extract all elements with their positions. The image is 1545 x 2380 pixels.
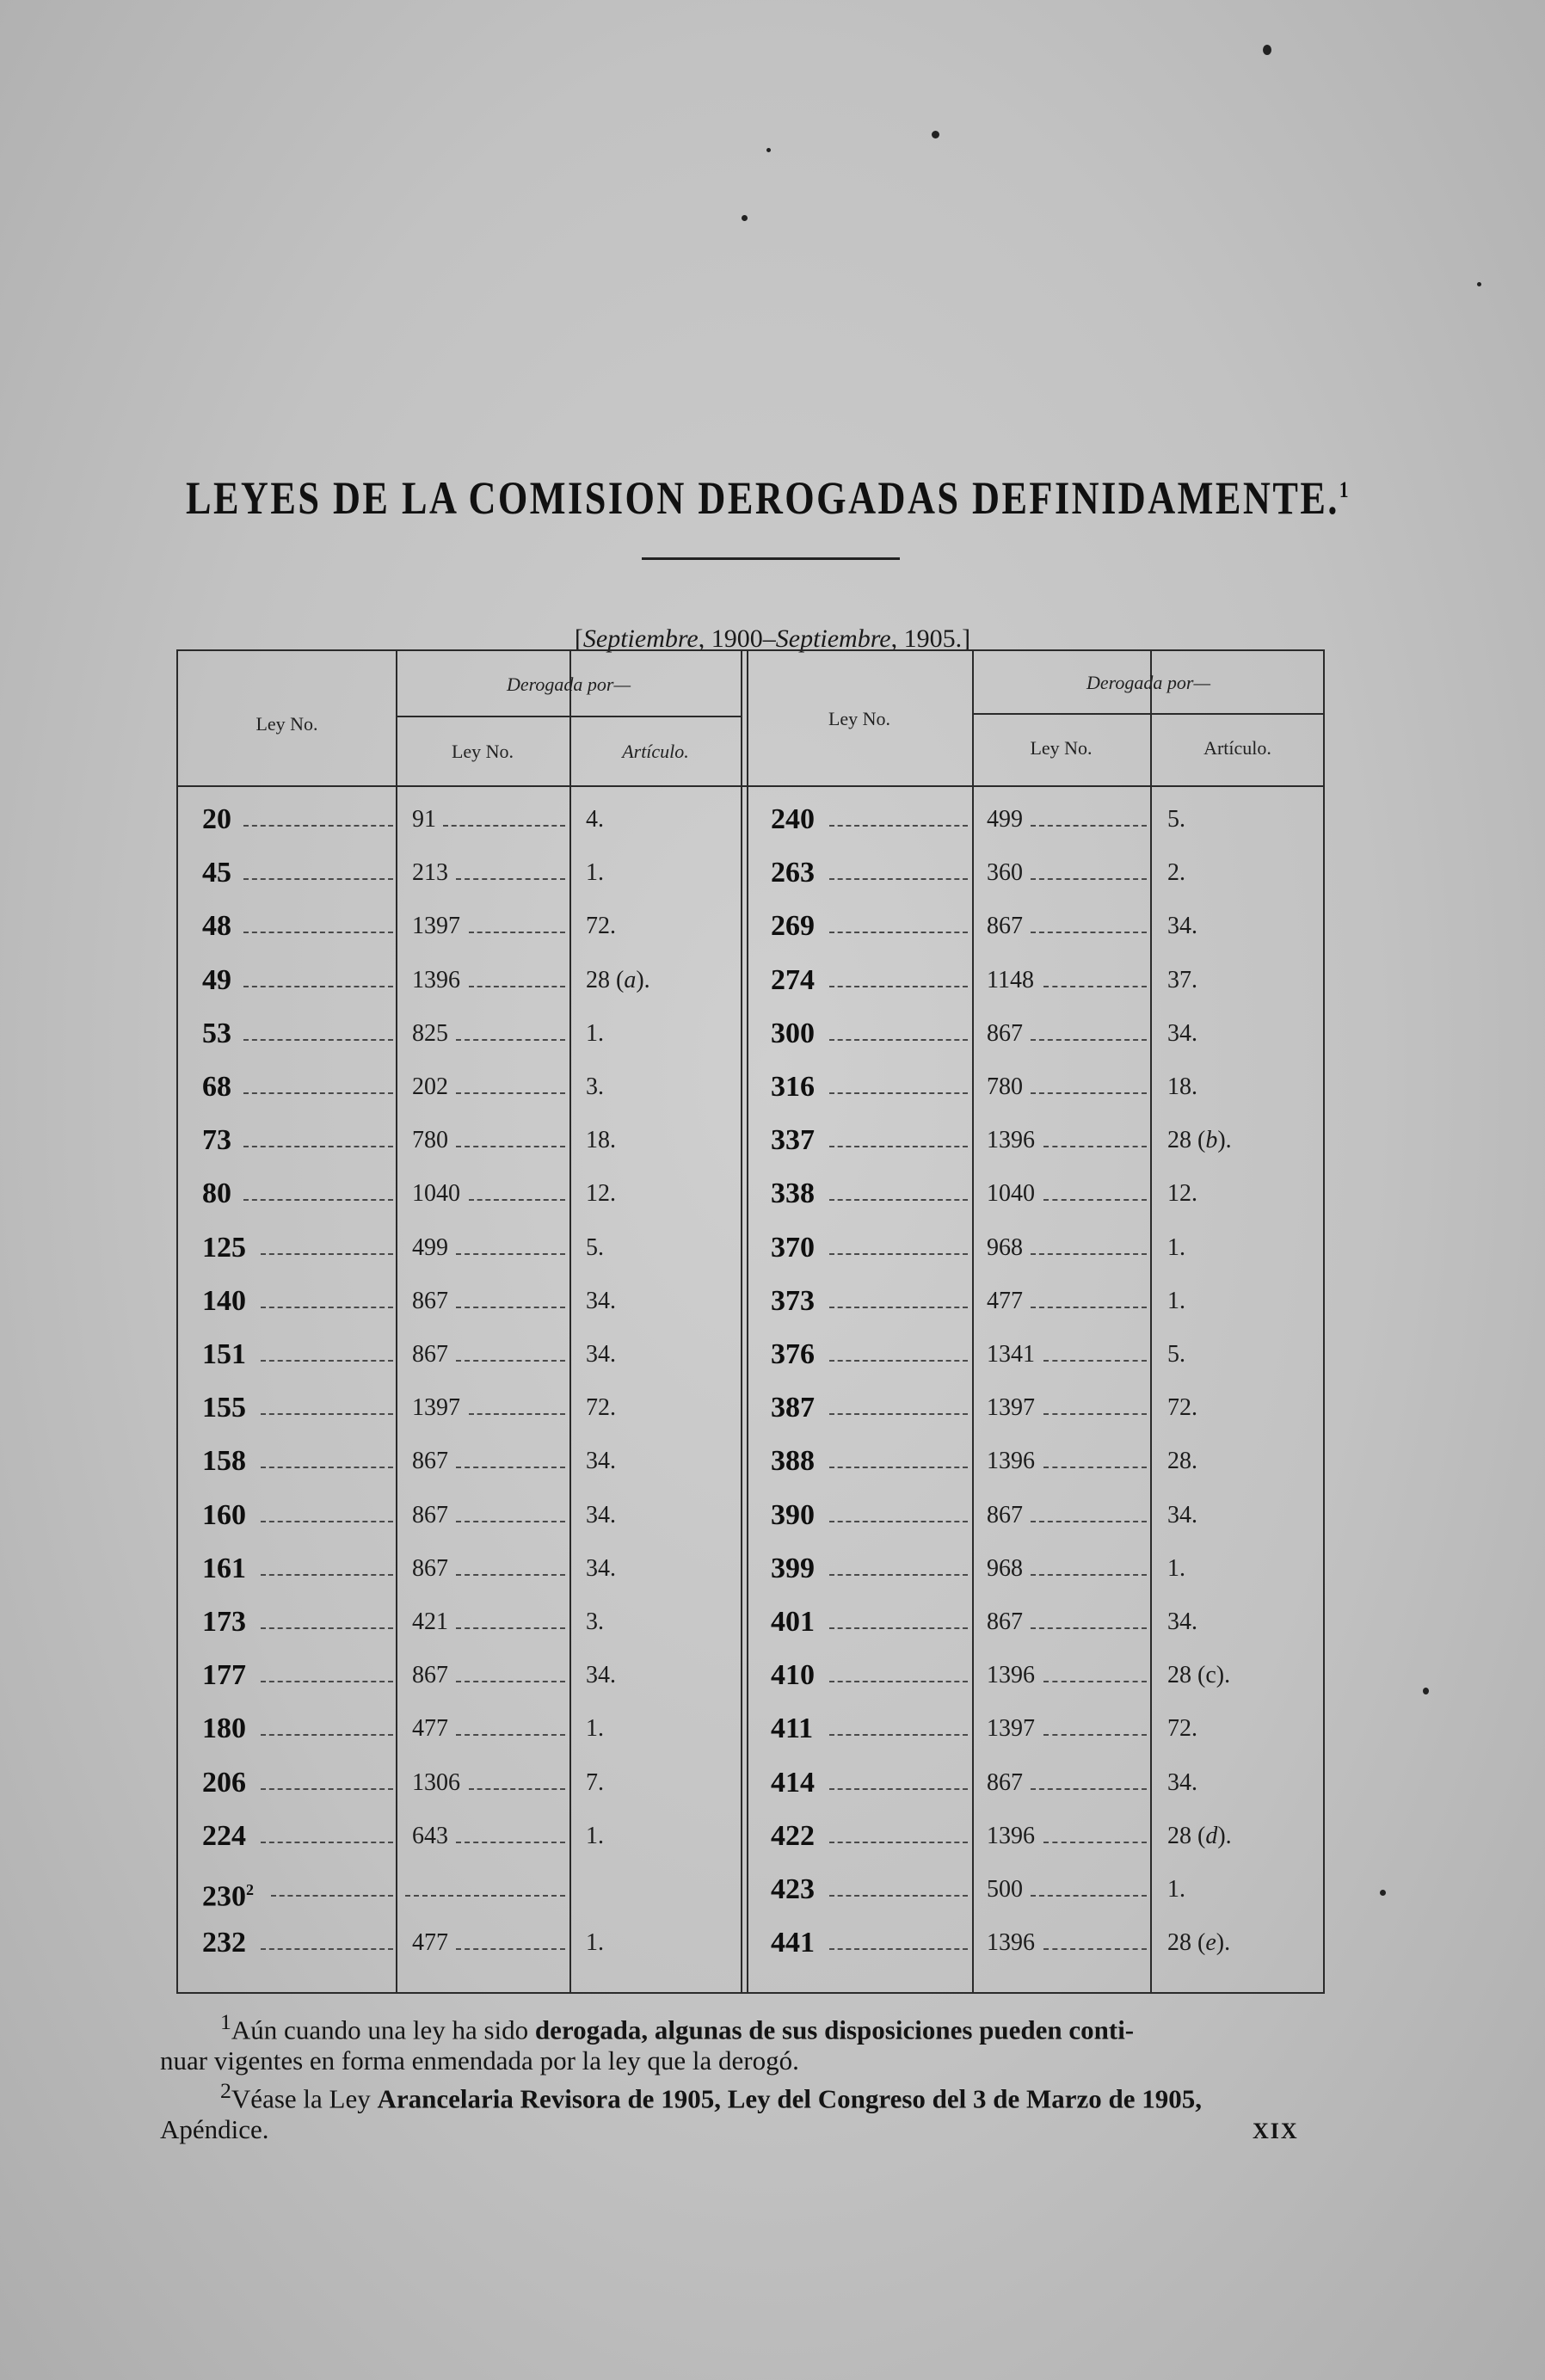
ley-number: 49 (202, 963, 231, 996)
table-row (178, 1435, 1326, 1488)
derogada-por-ley: 1397 (412, 913, 460, 940)
articulo: 28 (a). (586, 966, 650, 993)
dot-leader (829, 1681, 968, 1682)
derogada-por-ley: 1341 (987, 1341, 1035, 1368)
derogada-por-ley: 499 (412, 1233, 448, 1261)
header-rule (972, 713, 1325, 715)
articulo: 72. (586, 913, 616, 940)
articulo: 1. (586, 859, 604, 887)
derogada-por-ley: 780 (987, 1073, 1023, 1100)
ley-number: 370 (771, 1231, 815, 1264)
table-row (178, 954, 1326, 1007)
table-row (178, 1542, 1326, 1596)
articulo: 1. (586, 1929, 604, 1957)
articulo: 1. (1167, 1233, 1185, 1261)
dot-leader (1031, 878, 1147, 880)
derogada-por-ley: 825 (412, 1019, 448, 1047)
table-row (178, 1275, 1326, 1328)
dot-leader (829, 1521, 968, 1522)
articulo: 4. (586, 806, 604, 833)
dot-leader (1043, 1199, 1147, 1201)
ley-number: 441 (771, 1927, 815, 1959)
articulo: 5. (1167, 1341, 1185, 1368)
dot-leader (1043, 1467, 1147, 1468)
table-row (178, 1756, 1326, 1810)
footnote-1: $^1$Aún cuando una ley ha sido derogada, algunas de sus disposiciones pueden conti- nuar vigentes en forma enmendada por la ley que la derogó. (160, 2009, 1135, 2076)
ley-number: 140 (202, 1284, 246, 1317)
dot-leader (829, 1842, 968, 1843)
table-row (178, 1007, 1326, 1061)
scan-speck (1263, 45, 1271, 55)
table-row (178, 1863, 1326, 1916)
dot-leader (829, 1199, 968, 1201)
ley-number: 180 (202, 1713, 246, 1745)
derogada-por-ley: 477 (412, 1715, 448, 1743)
ley-number: 274 (771, 963, 815, 996)
header-ley-no-right: Ley No. (828, 708, 891, 729)
derogada-por-ley: 867 (412, 1341, 448, 1368)
articulo: 1. (586, 1019, 604, 1047)
ley-number: 48 (202, 910, 231, 943)
articulo: 34. (586, 1287, 616, 1314)
header-sub-ley-no-left: Ley No. (451, 741, 514, 762)
dot-leader (1031, 825, 1147, 827)
derogada-por-ley: 1397 (987, 1394, 1035, 1422)
articulo: 34. (1167, 1019, 1197, 1047)
articulo: 72. (1167, 1394, 1197, 1422)
dot-leader (1043, 1948, 1147, 1950)
dot-leader (1043, 1360, 1147, 1362)
articulo: 1. (586, 1822, 604, 1849)
table-row (178, 1221, 1326, 1275)
ley-number: 410 (771, 1659, 815, 1692)
ley-number: 240 (771, 803, 815, 835)
derogada-por-ley: 867 (412, 1501, 448, 1528)
table-row (178, 1061, 1326, 1114)
ley-number: 399 (771, 1552, 815, 1584)
articulo: 18. (586, 1127, 616, 1154)
derogada-por-ley: 1396 (987, 1929, 1035, 1957)
ley-number: 80 (202, 1178, 231, 1210)
derogada-por-ley: 1396 (987, 1822, 1035, 1849)
articulo: 3. (586, 1608, 604, 1635)
articulo: 34. (586, 1662, 616, 1689)
articulo: 34. (586, 1341, 616, 1368)
scan-speck (932, 131, 939, 138)
dot-leader (1031, 1092, 1147, 1094)
ley-number: 390 (771, 1498, 815, 1531)
table-row (178, 1381, 1326, 1435)
articulo: 1. (1167, 1287, 1185, 1314)
articulo: 5. (1167, 806, 1185, 833)
ley-number: 160 (202, 1498, 246, 1531)
scan-speck (1380, 1890, 1386, 1896)
ley-number: 20 (202, 803, 231, 835)
derogada-por-ley: 1306 (412, 1768, 460, 1796)
ley-number: 388 (771, 1445, 815, 1478)
dot-leader (1031, 1039, 1147, 1041)
dot-leader (1043, 1681, 1147, 1682)
articulo: 1. (586, 1715, 604, 1743)
ley-number: 300 (771, 1017, 815, 1049)
articulo: 18. (1167, 1073, 1197, 1100)
table-row (178, 1489, 1326, 1542)
scan-speck (742, 215, 748, 221)
page-number: XIX (1253, 2119, 1299, 2143)
dot-leader (829, 825, 968, 827)
articulo: 7. (586, 1768, 604, 1796)
derogada-por-ley: 643 (412, 1822, 448, 1849)
articulo: 72. (1167, 1715, 1197, 1743)
articulo: 28. (1167, 1448, 1197, 1475)
derogada-por-ley: 500 (987, 1876, 1023, 1903)
dot-leader (1043, 1413, 1147, 1415)
ley-number: 224 (202, 1819, 246, 1852)
derogada-por-ley: 1396 (412, 966, 460, 993)
title-rule (642, 557, 900, 560)
table-row (178, 1596, 1326, 1649)
ley-number: 206 (202, 1766, 246, 1799)
derogada-por-ley: 867 (412, 1554, 448, 1582)
derogada-por-ley: 867 (987, 913, 1023, 940)
articulo: 5. (586, 1233, 604, 1261)
articulo: 34. (1167, 1768, 1197, 1796)
ley-number: 125 (202, 1231, 246, 1264)
dot-leader (829, 1895, 968, 1897)
derogada-por-ley: 1040 (412, 1180, 460, 1208)
dot-leader (829, 878, 968, 880)
table-row (178, 1649, 1326, 1702)
table-row (178, 1702, 1326, 1756)
dot-leader (829, 1734, 968, 1736)
table-row (178, 793, 1326, 846)
derogada-por-ley: 477 (987, 1287, 1023, 1314)
articulo: 34. (1167, 1608, 1197, 1635)
dot-leader (1043, 1734, 1147, 1736)
dot-leader (1031, 1895, 1147, 1897)
header-rule (178, 785, 1325, 787)
articulo: 34. (586, 1448, 616, 1475)
dot-leader (829, 1360, 968, 1362)
ley-number: 45 (202, 857, 231, 889)
derogada-por-ley: 867 (412, 1662, 448, 1689)
ley-number: 373 (771, 1284, 815, 1317)
dot-leader (1031, 1253, 1147, 1255)
ley-number: 414 (771, 1766, 815, 1799)
dot-leader (829, 986, 968, 987)
articulo: 72. (586, 1394, 616, 1422)
dot-leader (1043, 986, 1147, 987)
derogada-por-ley: 867 (987, 1768, 1023, 1796)
date-range-subtitle: [Septiembre, 1900–Septiembre, 1905.] (574, 624, 971, 653)
articulo: 1. (1167, 1876, 1185, 1903)
derogada-por-ley: 213 (412, 859, 448, 887)
derogada-por-ley: 1040 (987, 1180, 1035, 1208)
ley-number: 337 (771, 1124, 815, 1157)
articulo: 34. (586, 1554, 616, 1582)
dot-leader (1043, 1842, 1147, 1843)
derogada-por-ley: 91 (412, 806, 436, 833)
dot-leader (1031, 932, 1147, 933)
articulo: 28 (d). (1167, 1822, 1232, 1849)
table-row (178, 1328, 1326, 1381)
ley-number: 68 (202, 1071, 231, 1103)
ley-number: 151 (202, 1338, 246, 1370)
dot-leader (829, 1948, 968, 1950)
derogada-por-ley: 477 (412, 1929, 448, 1957)
derogada-por-ley: 968 (987, 1554, 1023, 1582)
articulo: 3. (586, 1073, 604, 1100)
scan-speck (766, 148, 771, 152)
dot-leader (829, 1788, 968, 1790)
dot-leader (1031, 1307, 1147, 1308)
table-row (178, 1114, 1326, 1167)
ley-number: 173 (202, 1606, 246, 1638)
derogada-por-ley: 867 (987, 1019, 1023, 1047)
articulo: 12. (586, 1180, 616, 1208)
dot-leader (1031, 1788, 1147, 1790)
derogada-por-ley: 1396 (987, 1448, 1035, 1475)
derogada-por-ley: 202 (412, 1073, 448, 1100)
table-row (178, 1167, 1326, 1221)
derogada-por-ley: 968 (987, 1233, 1023, 1261)
ley-number: 401 (771, 1606, 815, 1638)
ley-number: 411 (771, 1713, 814, 1745)
ley-number: 73 (202, 1124, 231, 1157)
header-rule (396, 716, 742, 717)
articulo: 1. (1167, 1554, 1185, 1582)
dot-leader (829, 1627, 968, 1629)
table-row (178, 900, 1326, 953)
scan-speck (1423, 1688, 1429, 1694)
articulo: 28 (c). (1167, 1662, 1231, 1689)
articulo: 28 (b). (1167, 1127, 1232, 1154)
dot-leader (829, 932, 968, 933)
derogada-por-ley: 1396 (987, 1127, 1035, 1154)
header-derogada-por-left: Derogada por— (506, 673, 631, 695)
ley-number: 387 (771, 1392, 815, 1424)
derogada-por-ley: 867 (412, 1448, 448, 1475)
ley-number: 53 (202, 1017, 231, 1049)
header-derogada-por-right: Derogada por— (1086, 672, 1211, 693)
dot-leader (1031, 1521, 1147, 1522)
articulo: 28 (e). (1167, 1929, 1231, 1957)
header-articulo-right: Artículo. (1203, 737, 1271, 759)
page-title: LEYES DE LA COMISION DEROGADAS DEFINIDAMENTE.$^1$ (185, 472, 1351, 524)
ley-number: 158 (202, 1445, 246, 1478)
table-row (178, 846, 1326, 900)
derogada-por-ley: 499 (987, 806, 1023, 833)
ley-number: $230^2$ (202, 1880, 254, 1913)
table-row (178, 1916, 1326, 1970)
articulo: 37. (1167, 966, 1197, 993)
dot-leader (1043, 1146, 1147, 1147)
footnote-2: $^2$Véase la Ley Arancelaria Revisora de 1905, Ley del Congreso del 3 de Marzo de 1905, Apéndice. (160, 2078, 1203, 2145)
ley-number: 155 (202, 1392, 246, 1424)
derogada-por-ley: 421 (412, 1608, 448, 1635)
articulo: 34. (1167, 913, 1197, 940)
repealed-laws-table (176, 649, 1325, 1994)
dot-leader (829, 1574, 968, 1576)
ley-number: 422 (771, 1819, 815, 1852)
articulo: 12. (1167, 1180, 1197, 1208)
dot-leader (1031, 1627, 1147, 1629)
dot-leader (829, 1039, 968, 1041)
ley-number: 338 (771, 1178, 815, 1210)
dot-leader (829, 1467, 968, 1468)
dot-leader (1031, 1574, 1147, 1576)
derogada-por-ley: 1397 (412, 1394, 460, 1422)
ley-number: 316 (771, 1071, 815, 1103)
ley-number: 376 (771, 1338, 815, 1370)
derogada-por-ley: 1397 (987, 1715, 1035, 1743)
derogada-por-ley: 867 (987, 1608, 1023, 1635)
dot-leader (829, 1146, 968, 1147)
header-sub-ley-no-right: Ley No. (1030, 737, 1093, 759)
articulo: 34. (586, 1501, 616, 1528)
dot-leader (829, 1413, 968, 1415)
header-ley-no-left: Ley No. (255, 713, 318, 735)
dot-leader (829, 1253, 968, 1255)
derogada-por-ley: 867 (412, 1287, 448, 1314)
ley-number: 269 (771, 910, 815, 943)
ley-number: 263 (771, 857, 815, 889)
derogada-por-ley: 780 (412, 1127, 448, 1154)
derogada-por-ley: 1396 (987, 1662, 1035, 1689)
table-row (178, 1810, 1326, 1863)
dot-leader (829, 1092, 968, 1094)
ley-number: 161 (202, 1552, 246, 1584)
ley-number: 423 (771, 1873, 815, 1905)
articulo: 2. (1167, 859, 1185, 887)
derogada-por-ley: 1148 (987, 966, 1034, 993)
derogada-por-ley: 360 (987, 859, 1023, 887)
ley-number: 177 (202, 1659, 246, 1692)
ley-number: 232 (202, 1927, 246, 1959)
derogada-por-ley: 867 (987, 1501, 1023, 1528)
scan-speck (1477, 282, 1481, 286)
header-articulo-left: Artículo. (622, 741, 689, 762)
dot-leader (829, 1307, 968, 1308)
articulo: 34. (1167, 1501, 1197, 1528)
